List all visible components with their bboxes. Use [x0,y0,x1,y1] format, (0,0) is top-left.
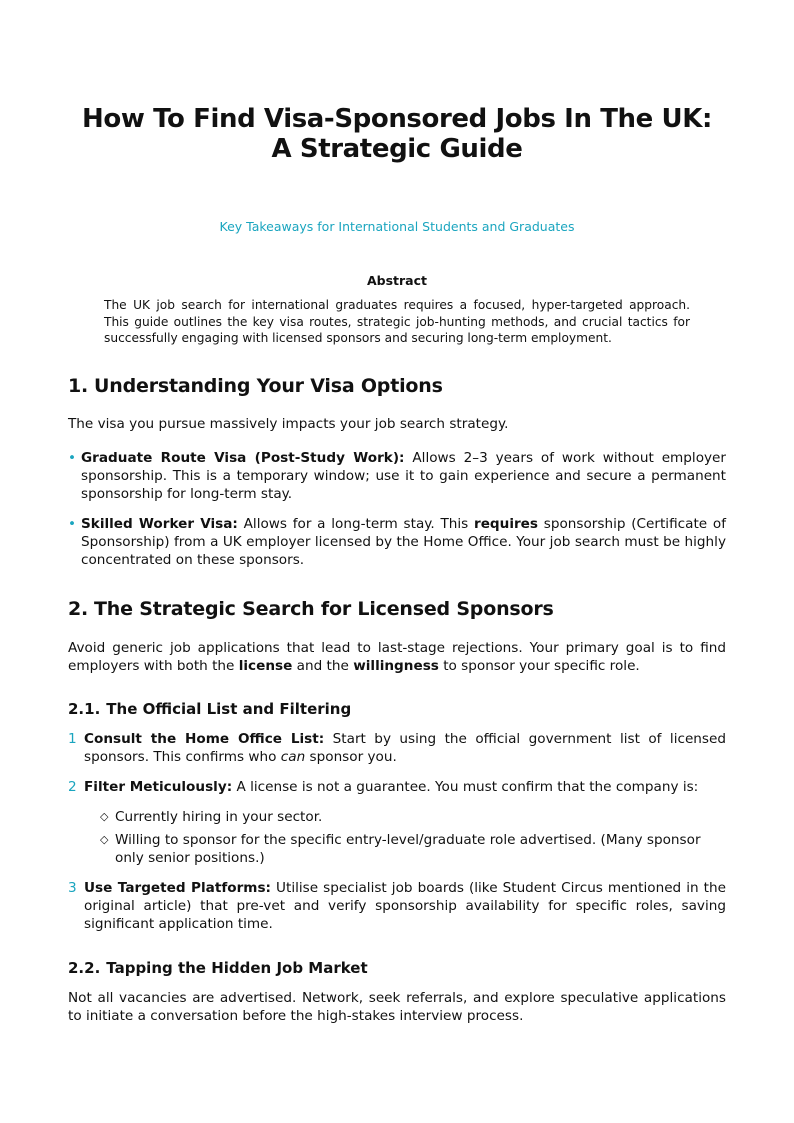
sub-list-item-text: Willing to sponsor for the specific entry-level/graduate role advertised. (Many sponsor only senior positions.) [115,832,701,866]
emphasis: can [280,749,306,765]
section-2-heading [68,598,554,620]
list-item [68,449,726,503]
numbered-item-text [84,778,726,796]
subsection-2-1-number: 2.1. [68,700,101,718]
numbered-item [68,730,726,766]
list-item [68,515,726,569]
subsection-2-2-body: Not all vacancies are advertised. Network, seek referrals, and explore speculative applications to initiate a conversation before the high-stakes interview process. [68,990,726,1024]
section-1-intro: The visa you pursue massively impacts your job search strategy. [68,416,509,432]
section-2-title: The Strategic Search for Licensed Sponsors [94,598,554,620]
number-marker: 3 [68,880,77,896]
section-2-intro [68,639,726,675]
emphasis: license [238,658,293,674]
list-item-text [81,515,726,569]
emphasis: requires [473,516,538,532]
abstract-body: The UK job search for international graduates requires a focused, hyper-targeted approach. This guide outlines the key visa routes, strategic job-hunting methods, and crucial tactics for successfully engaging with licensed sponsors and securing long-term employment. [104,298,690,345]
number-marker: 1 [68,731,77,747]
diamond-icon: ◇ [100,833,109,846]
section-2-number: 2. [68,598,89,620]
intro-text: to sponsor your specific role. [438,658,640,674]
numbered-item-label: Use Targeted Platforms: [84,880,271,896]
numbered-item-body: sponsor you. [305,749,397,765]
bullet-marker: • [68,450,77,466]
list-item-body: sponsorship (Certificate of Sponsorship) from a UK employer licensed by the Home Office. Your job search must be highly concentrated on these sponsors. [81,516,726,568]
list-item-body: Allows 2–3 years of work without employer sponsorship. This is a temporary window; use it to gain experience and secure a permanent sponsorship for long-term stay. [81,450,727,502]
section-1-heading [68,375,443,397]
sub-list-item [100,808,726,826]
section-1-title: Understanding Your Visa Options [94,375,443,397]
subsection-2-2-heading [68,959,368,977]
subsection-2-1-heading [68,700,351,718]
document-subtitle: Key Takeaways for International Students and Graduates [219,219,575,234]
list-item-text [81,449,726,503]
document-title: How To Find Visa-Sponsored Jobs In The UK: A Strategic Guide [82,104,712,164]
subsection-2-1-title: The Official List and Filtering [106,700,352,718]
diamond-icon: ◇ [100,810,109,823]
numbered-item [68,879,726,933]
sub-list-item-text: Currently hiring in your sector. [115,809,323,825]
intro-text: Avoid generic job applications that lead to last-stage rejections. Your primary goal is to find employers with both the [68,640,726,674]
emphasis: willingness [353,658,439,674]
subsection-2-2-number: 2.2. [68,959,101,977]
list-item-label: Graduate Route Visa (Post-Study Work): [81,450,405,466]
abstract-heading: Abstract [366,273,428,288]
bullet-marker: • [68,516,77,532]
numbered-item-text [84,879,726,933]
numbered-item [68,778,726,796]
intro-text: and the [292,658,354,674]
numbered-item-body: Utilise specialist job boards (like Student Circus mentioned in the original article) that pre-vet and verify sponsorship availability for specific roles, saving significant application time. [84,880,726,932]
numbered-item-body: Start by using the official government list of licensed sponsors. This confirms who [84,731,726,765]
number-marker: 2 [68,779,77,795]
numbered-item-text [84,730,726,766]
numbered-item-body: A license is not a guarantee. You must confirm that the company is: [232,779,699,795]
list-item-label: Skilled Worker Visa: [81,516,238,532]
numbered-item-label: Consult the Home Office List: [84,731,325,747]
numbered-item-label: Filter Meticulously: [84,779,233,795]
sub-list-item [100,831,726,867]
subsection-2-2-title: Tapping the Hidden Job Market [106,959,368,977]
list-item-body: Allows for a long-term stay. This [237,516,474,532]
section-1-number: 1. [68,375,89,397]
